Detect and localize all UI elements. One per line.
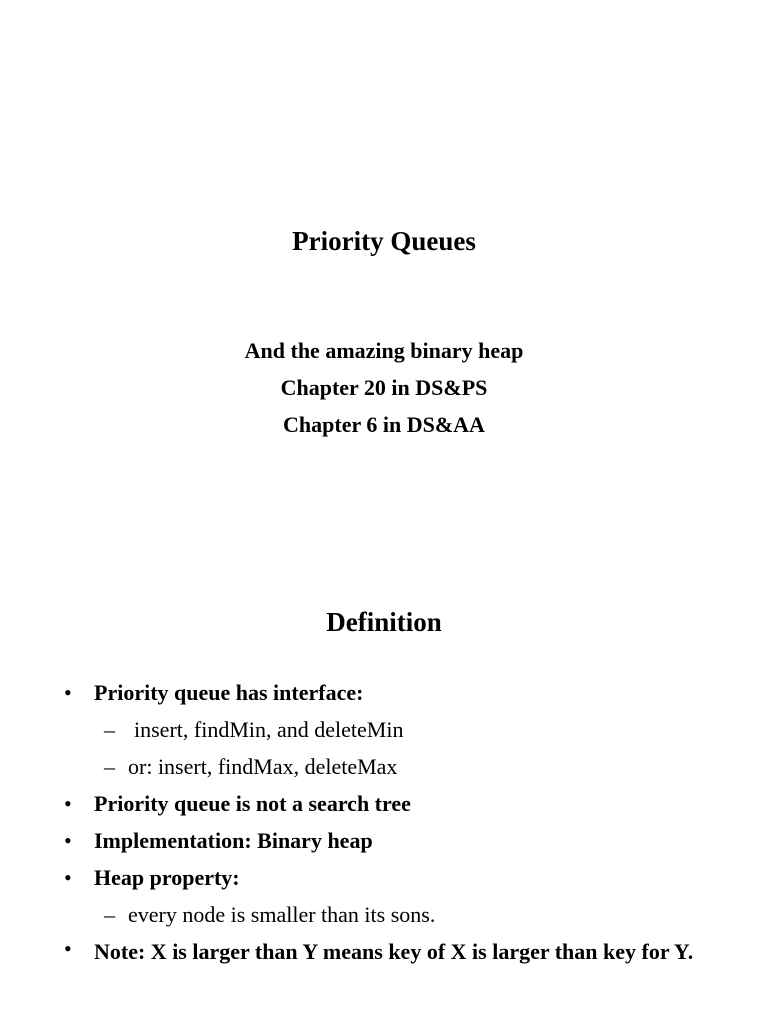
subtitle-line: Chapter 20 in DS&PS [280,375,488,400]
dash-marker: – [104,754,115,779]
subtitle-line: And the amazing binary heap [244,338,524,363]
subtitle-line: Chapter 6 in DS&AA [283,412,485,437]
sub-bullet-item [0,896,768,933]
sub-bullet-item [0,711,768,748]
subtitle-block [0,332,768,443]
slide-title-priority-queues: Priority Queues [292,226,476,256]
bullet-item: • Implementation: Binary heap [0,822,768,859]
bullet-item: • Priority queue has interface: [0,674,768,711]
sub-bullet-text: every node is smaller than its sons. [128,902,436,927]
definition-bullet-list [0,674,768,967]
slide-title-definition: Definition [326,607,442,637]
sub-bullet-item [0,748,768,785]
dash-marker: – [104,717,115,742]
dash-marker: – [104,902,115,927]
sub-bullet-text: or: insert, findMax, deleteMax [128,754,398,779]
sub-bullet-text: insert, findMin, and deleteMin [134,717,404,742]
bullet-item: • Priority queue is not a search tree [0,785,768,822]
bullet-item: • Note: X is larger than Y means key of X is larger than key for Y. [0,933,768,967]
bullet-item: • Heap property: [0,859,768,896]
